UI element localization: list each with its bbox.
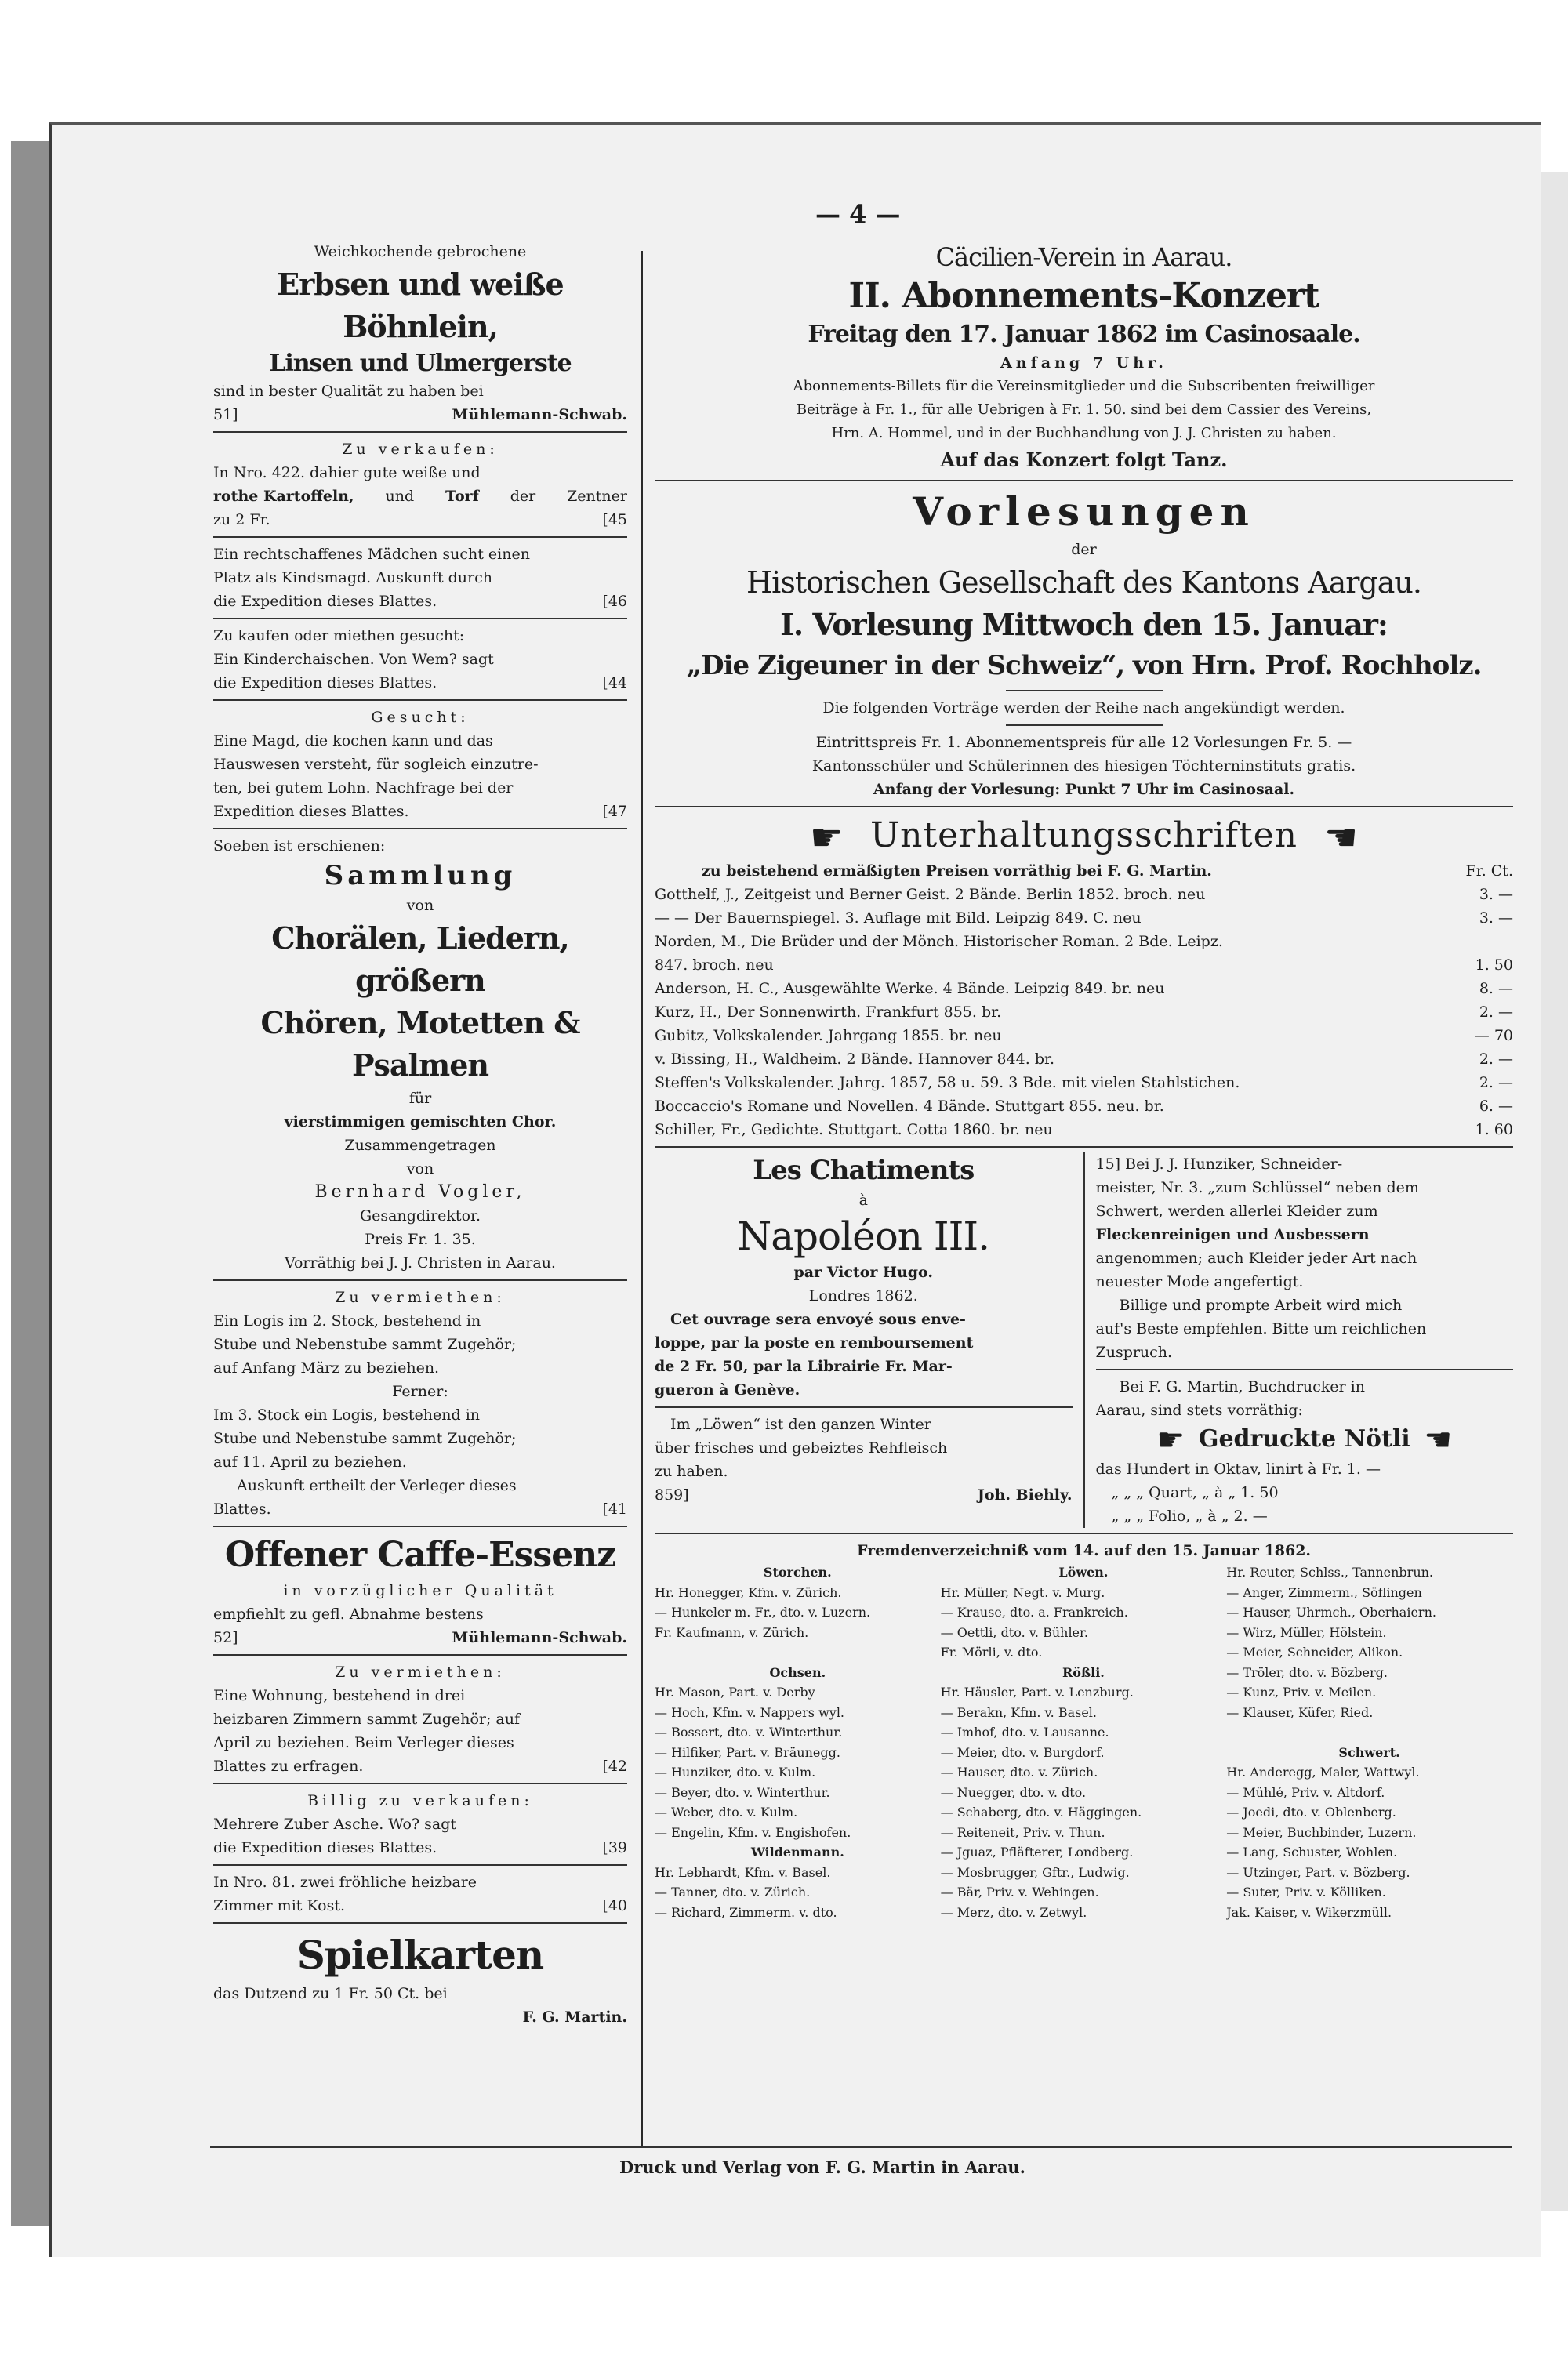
ad-text: rothe Kartoffeln, — [213, 488, 354, 505]
imprint: Druck und Verlag von F. G. Martin in Aarau. — [619, 2157, 1025, 2177]
guest-entry: — Kunz, Priv. v. Meilen. — [1226, 1685, 1377, 1700]
ad-text: die Expedition dieses Blattes. — [213, 1839, 437, 1856]
guest-entry: — Anger, Zimmerm., Söflingen — [1226, 1584, 1422, 1600]
ad-subtitle: zu beistehend ermäßigten Preisen vorräthig bei F. G. Martin. — [702, 862, 1212, 880]
book-price: — 70 — [1474, 1027, 1513, 1044]
ad-zu-verkaufen — [213, 437, 627, 532]
guest-entry: — Meier, Buchbinder, Luzern. — [1226, 1824, 1417, 1840]
ad-caffe-essenz — [213, 1532, 627, 1649]
ad-title: Chorälen, Liedern, größern — [271, 920, 569, 998]
book-row — [655, 1047, 1513, 1071]
ad-text: Bei F. G. Martin, Buchdrucker in — [1119, 1378, 1365, 1395]
hotel-heading: Rößli. — [1062, 1664, 1105, 1680]
ad-text: das Dutzend zu 1 Fr. 50 Ct. bei — [213, 1985, 448, 2002]
divider — [213, 431, 627, 433]
ad-number: [41 — [602, 1500, 627, 1518]
ad-text: Fleckenreinigen und Ausbessern — [1095, 1226, 1370, 1243]
ad-kinderchaischen — [213, 624, 627, 695]
ad-sammlung — [213, 834, 627, 1275]
ad-text: zu 2 Fr. — [213, 511, 270, 528]
ad-text: „ „ „ Folio, „ à „ 2. — — [1111, 1508, 1268, 1525]
guest-entry: — Meier, dto. v. Burgdorf. — [940, 1744, 1105, 1760]
column-divider — [641, 251, 643, 2148]
footer-rule — [210, 2146, 1512, 2148]
guest-entry: — Joedi, dto. v. Oblenberg. — [1226, 1805, 1396, 1820]
ad-text: von — [406, 1160, 434, 1178]
guest-entry: Fr. Kaufmann, v. Zürich. — [655, 1624, 809, 1640]
guest-entry: Hr. Müller, Negt. v. Murg. — [940, 1584, 1105, 1600]
ad-text: In Nro. 422. dahier gute weiße und — [213, 464, 481, 481]
book-price: 8. — — [1479, 980, 1513, 997]
ad-text: Eine Magd, die kochen kann und das — [213, 732, 493, 749]
guest-entry: — Hilfiker, Part. v. Bräunegg. — [655, 1744, 840, 1760]
divider — [655, 806, 1513, 807]
ad-text: Beiträge à Fr. 1., für alle Uebrigen à Fr. 1. 50. sind bei dem Cassier des Vereins, — [796, 401, 1372, 418]
ad-erbsen — [213, 240, 627, 426]
guest-entry: — Utzinger, Part. v. Bözberg. — [1226, 1864, 1410, 1880]
ad-text: Ferner: — [392, 1383, 448, 1400]
guest-column-2 — [941, 1562, 1227, 1922]
ad-text: Eine Wohnung, bestehend in drei — [213, 1687, 466, 1704]
ad-text: April zu beziehen. Beim Verleger dieses — [213, 1734, 514, 1751]
right-sub-column — [1085, 1152, 1514, 1528]
ad-lead: Weichkochende gebrochene — [314, 243, 527, 260]
guest-entry: Hr. Honegger, Kfm. v. Zürich. — [655, 1584, 842, 1600]
book-price-list — [655, 883, 1513, 1141]
ad-subtitle: I. Vorlesung Mittwoch den 15. Januar: — [780, 607, 1388, 642]
ad-logis — [213, 1286, 627, 1521]
book-price: 6. — — [1479, 1098, 1513, 1115]
guest-entry: — Nuegger, dto. v. dto. — [940, 1784, 1087, 1800]
ad-text: Anfang der Vorlesung: Punkt 7 Uhr im Casinosaal. — [873, 781, 1295, 798]
ad-text: 15] Bei J. J. Hunziker, Schneider- — [1095, 1156, 1343, 1173]
ad-text: Ein Logis im 2. Stock, bestehend in — [213, 1312, 481, 1330]
ad-title: Gedruckte Nötli — [1198, 1425, 1410, 1453]
pointing-hand-right-icon: ☛ — [810, 815, 844, 860]
two-column-ads — [655, 1152, 1513, 1528]
divider — [213, 699, 627, 701]
ad-heading: Zu vermiethen: — [335, 1664, 506, 1681]
ad-text: Zimmer mit Kost. — [213, 1897, 345, 1914]
hotel-heading: Ochsen. — [769, 1664, 826, 1680]
ad-number: 52] — [213, 1629, 238, 1646]
guest-entry: — Krause, dto. a. Frankreich. — [940, 1605, 1128, 1620]
guest-entry: — Mosbrugger, Gftr., Ludwig. — [940, 1864, 1130, 1880]
ad-number: 859] — [655, 1486, 689, 1504]
guest-entry: — Mühlé, Priv. v. Altdorf. — [1226, 1784, 1385, 1800]
ad-lead: Soeben ist erschienen: — [213, 837, 386, 855]
guest-column-3 — [1226, 1562, 1512, 1922]
ad-text: die Expedition dieses Blattes. — [213, 674, 437, 691]
divider — [655, 1146, 1513, 1148]
ad-text: und — [385, 488, 415, 505]
guest-entry: Hr. Häusler, Part. v. Lenzburg. — [940, 1685, 1134, 1700]
ad-title: Les Chatiments — [753, 1155, 975, 1186]
guest-entry: — Hunkeler m. Fr., dto. v. Luzern. — [655, 1605, 871, 1620]
short-divider — [1006, 690, 1163, 691]
guest-entry: — Tröler, dto. v. Bözberg. — [1226, 1664, 1388, 1680]
ad-text: angenommen; auch Kleider jeder Art nach — [1095, 1250, 1417, 1267]
ad-text: Torf — [445, 488, 479, 505]
ad-number: [42 — [602, 1758, 627, 1775]
ad-text: sind in bester Qualität zu haben bei — [213, 383, 484, 400]
guest-entry: — Jguaz, Pfläfterer, Londberg. — [940, 1845, 1134, 1860]
ad-text: In Nro. 81. zwei fröhliche heizbare — [213, 1874, 477, 1891]
book-title: Norden, M., Die Brüder und der Mönch. Historischer Roman. 2 Bde. Leipz. — [655, 933, 1223, 950]
ad-text: loppe, par la poste en remboursement — [655, 1334, 974, 1352]
guest-entry: — Richard, Zimmerm. v. dto. — [655, 1904, 837, 1920]
ad-chatiments — [655, 1152, 1073, 1402]
ad-text: Zentner — [567, 488, 627, 505]
ad-title: Fremdenverzeichniß vom 14. auf den 15. Januar 1862. — [856, 1542, 1312, 1559]
ad-text: der — [510, 488, 536, 505]
ad-text: auf Anfang März zu beziehen. — [213, 1359, 440, 1377]
book-spine — [11, 141, 52, 2226]
book-title: Schiller, Fr., Gedichte. Stuttgart. Cotta 1860. br. neu — [655, 1121, 1053, 1138]
ad-number: [46 — [602, 593, 627, 610]
divider — [213, 1783, 627, 1784]
book-row — [655, 977, 1513, 1000]
ad-text: Ein Kinderchaischen. Von Wem? sagt — [213, 651, 494, 668]
guest-entry: — Wirz, Müller, Hölstein. — [1226, 1624, 1387, 1640]
ad-noetli — [1096, 1375, 1514, 1528]
book-title: 847. broch. neu — [655, 956, 774, 974]
pointing-hand-left-icon: ☚ — [1424, 1422, 1453, 1458]
currency-header: Fr. Ct. — [1465, 862, 1513, 880]
ad-wohnung — [213, 1660, 627, 1778]
ad-seller: Joh. Biehly. — [977, 1486, 1073, 1504]
hotel-heading: Wildenmann. — [750, 1845, 844, 1860]
book-row — [655, 883, 1513, 906]
ad-heading: Zu vermiethen: — [335, 1289, 506, 1306]
short-divider — [1006, 724, 1163, 726]
ad-text: Mehrere Zuber Asche. Wo? sagt — [213, 1816, 457, 1833]
divider — [655, 1406, 1073, 1408]
hotel-heading: Schwert. — [1338, 1744, 1400, 1760]
book-price: 3. — — [1479, 909, 1513, 927]
ad-loewen — [655, 1413, 1073, 1507]
book-title: — — Der Bauernspiegel. 3. Auflage mit Bild. Leipzig 849. C. neu — [655, 909, 1142, 927]
hotel-heading: Löwen. — [1058, 1565, 1109, 1580]
left-sub-column — [655, 1152, 1085, 1528]
guest-entry: — Meier, Schneider, Alikon. — [1226, 1645, 1403, 1660]
ad-text: Anfang 7 Uhr. — [1000, 354, 1167, 372]
ad-text: auf's Beste empfehlen. Bitte um reichlichen — [1095, 1320, 1427, 1337]
guest-entry: Jak. Kaiser, v. Wikerzmüll. — [1226, 1904, 1392, 1920]
ad-subtitle: Linsen und Ulmergerste — [269, 350, 572, 377]
ad-text: Billige und prompte Arbeit wird mich — [1119, 1297, 1403, 1314]
ad-text: Kantonsschüler und Schülerinnen des hiesigen Töchterninstituts gratis. — [811, 757, 1356, 775]
book-price: 2. — — [1479, 1050, 1513, 1068]
divider — [213, 828, 627, 829]
ad-title: Sammlung — [324, 860, 517, 891]
ad-text: für — [408, 1090, 432, 1107]
ad-text: Eintrittspreis Fr. 1. Abonnementspreis für alle 12 Vorlesungen Fr. 5. — — [815, 734, 1352, 751]
guest-entry: — Hunziker, dto. v. Kulm. — [655, 1765, 816, 1780]
right-column — [655, 240, 1513, 1922]
ad-price: Preis Fr. 1. 35. — [365, 1231, 476, 1248]
divider — [655, 480, 1513, 481]
ad-text: Platz als Kindsmagd. Auskunft durch — [213, 569, 492, 586]
ad-text: auf 11. April zu beziehen. — [213, 1453, 407, 1471]
ad-subtitle: Freitag den 17. Januar 1862 im Casinosaale. — [808, 321, 1360, 348]
divider — [1096, 1369, 1514, 1370]
ad-seller: F. G. Martin. — [522, 2008, 627, 2026]
book-title: Kurz, H., Der Sonnenwirth. Frankfurt 855. br. — [655, 1003, 1002, 1021]
guest-entry: — Hauser, Uhrmch., Oberhaiern. — [1226, 1605, 1436, 1620]
ad-books — [655, 812, 1513, 1141]
ad-title: Vorlesungen — [913, 488, 1255, 535]
book-row — [655, 1094, 1513, 1118]
page-number: — 4 — — [815, 199, 901, 229]
ad-text: Cet ouvrage sera envoyé sous enve- — [670, 1311, 966, 1328]
ad-seller: Mühlemann-Schwab. — [452, 406, 627, 423]
divider — [213, 1279, 627, 1281]
ad-text: ten, bei gutem Lohn. Nachfrage bei der — [213, 779, 514, 796]
book-row — [655, 906, 1513, 930]
ad-text: empfiehlt zu gefl. Abnahme bestens — [213, 1606, 484, 1623]
ad-text: in vorzüglicher Qualität — [283, 1582, 557, 1599]
ad-text: Vorräthig bei J. J. Christen in Aarau. — [285, 1254, 556, 1272]
ad-text: die Expedition dieses Blattes. — [213, 593, 437, 610]
ad-text: meister, Nr. 3. „zum Schlüssel“ neben dem — [1095, 1179, 1419, 1196]
ad-title: Unterhaltungsschriften — [870, 815, 1298, 855]
fremdenverzeichnis — [655, 1539, 1513, 1922]
book-title: v. Bissing, H., Waldheim. 2 Bände. Hannover 844. br. — [655, 1050, 1055, 1068]
ad-text: Blattes. — [213, 1500, 271, 1518]
guest-entry: — Reiteneit, Priv. v. Thun. — [940, 1824, 1105, 1840]
ad-heading: Billig zu verkaufen: — [307, 1792, 533, 1809]
ad-heading: Zu kaufen oder miethen gesucht: — [213, 627, 465, 644]
divider — [213, 1526, 627, 1527]
ad-text: Hrn. A. Hommel, und in der Buchhandlung von J. J. Christen zu haben. — [831, 425, 1337, 441]
guest-entry: — Hoch, Kfm. v. Nappers wyl. — [655, 1704, 845, 1720]
book-title: Gubitz, Volkskalender. Jahrgang 1855. br. neu — [655, 1027, 1002, 1044]
ad-author: Bernhard Vogler, — [314, 1182, 526, 1202]
book-title: Anderson, H. C., Ausgewählte Werke. 4 Bände. Leipzig 849. br. neu — [655, 980, 1165, 997]
guest-entry: Hr. Lebhardt, Kfm. v. Basel. — [655, 1864, 831, 1880]
guest-entry: — Merz, dto. v. Zetwyl. — [940, 1904, 1087, 1920]
book-price: 1. 60 — [1475, 1121, 1513, 1138]
ad-heading: Zu verkaufen: — [342, 441, 499, 458]
book-price: 1. 50 — [1475, 956, 1513, 974]
guest-entry: — Oettli, dto. v. Bühler. — [940, 1624, 1088, 1640]
ad-text: „ „ „ Quart, „ à „ 1. 50 — [1111, 1484, 1279, 1501]
book-title: Boccaccio's Romane und Novellen. 4 Bände. Stuttgart 855. neu. br. — [655, 1098, 1164, 1115]
ad-text: à — [858, 1192, 868, 1209]
book-price: 3. — — [1479, 886, 1513, 903]
ad-hunziker — [1096, 1152, 1514, 1364]
ad-text: de 2 Fr. 50, par la Librairie Fr. Mar- — [655, 1358, 953, 1375]
guest-entry: Hr. Anderegg, Maler, Wattwyl. — [1226, 1765, 1420, 1780]
ad-text: Zusammengetragen — [344, 1137, 496, 1154]
ad-title: Chören, Motetten & Psalmen — [260, 1005, 580, 1083]
ad-text: Stube und Nebenstube sammt Zugehör; — [213, 1430, 517, 1447]
divider — [213, 618, 627, 619]
book-row — [655, 930, 1513, 953]
ad-kindsmagd — [213, 542, 627, 613]
ad-lectures — [655, 486, 1513, 801]
ad-text: Zuspruch. — [1095, 1344, 1173, 1361]
divider — [655, 1533, 1513, 1534]
book-row — [655, 1071, 1513, 1094]
divider — [213, 1922, 627, 1924]
guest-entry: — Suter, Priv. v. Kölliken. — [1226, 1885, 1386, 1900]
guest-entry: Hr. Mason, Part. v. Derby — [655, 1685, 815, 1700]
ad-title: Erbsen und weiße Böhnlein, — [277, 267, 564, 344]
divider — [213, 536, 627, 538]
ad-text: der — [1071, 541, 1097, 558]
ad-text: Expedition dieses Blattes. — [213, 803, 409, 820]
book-row — [655, 1118, 1513, 1141]
ad-number: [39 — [602, 1839, 627, 1856]
guest-entry: — Berakn, Kfm. v. Basel. — [940, 1704, 1098, 1720]
book-row — [655, 1024, 1513, 1047]
book-price — [1457, 930, 1513, 953]
ad-lead: Cäcilien-Verein in Aarau. — [935, 242, 1232, 272]
ad-concert — [655, 240, 1513, 475]
ad-text: Blattes zu erfragen. — [213, 1758, 364, 1775]
hotel-heading: Storchen. — [763, 1565, 832, 1580]
left-column — [213, 240, 627, 2029]
ad-subtitle: „Die Zigeuner in der Schweiz“, von Hrn. Prof. Rochholz. — [686, 650, 1482, 681]
book-price: 2. — — [1479, 1074, 1513, 1091]
guest-list — [655, 1562, 1513, 1922]
book-title: Gotthelf, J., Zeitgeist und Berner Geist. 2 Bände. Berlin 1852. broch. neu — [655, 886, 1206, 903]
ad-text: Gesangdirektor. — [359, 1207, 481, 1225]
ad-title: Spielkarten — [296, 1932, 544, 1978]
ad-text: Abonnements-Billets für die Vereinsmitglieder und die Subscribenten freiwilliger — [793, 378, 1375, 394]
ad-title: Offener Caffe-Essenz — [224, 1535, 616, 1575]
ad-text: Londres 1862. — [808, 1287, 918, 1305]
ad-text: das Hundert in Oktav, linirt à Fr. 1. — — [1095, 1461, 1381, 1478]
ad-text: von — [406, 897, 434, 914]
ad-number: 51] — [213, 406, 238, 423]
ad-zimmer — [213, 1871, 627, 1918]
guest-column-1 — [655, 1562, 941, 1922]
ad-spielkarten — [213, 1929, 627, 2029]
ad-text: gueron à Genève. — [655, 1381, 800, 1399]
ad-text: Schwert, werden allerlei Kleider zum — [1095, 1203, 1378, 1220]
ad-text: über frisches und gebeiztes Rehfleisch — [655, 1439, 948, 1457]
ad-subtitle: vierstimmigen gemischten Chor. — [284, 1113, 557, 1130]
guest-entry: — Klauser, Küfer, Ried. — [1226, 1704, 1374, 1720]
guest-entry: — Lang, Schuster, Wohlen. — [1226, 1845, 1398, 1860]
ad-text: par Victor Hugo. — [793, 1264, 933, 1281]
guest-entry: — Imhof, dto. v. Lausanne. — [940, 1725, 1109, 1740]
guest-entry — [1226, 1722, 1512, 1743]
guest-entry: — Beyer, dto. v. Winterthur. — [655, 1784, 830, 1800]
ad-text: Hauswesen versteht, für sogleich einzutre- — [213, 756, 539, 773]
ad-title: II. Abonnements-Konzert — [848, 276, 1319, 316]
ad-number: [45 — [602, 511, 627, 528]
guest-entry: — Bossert, dto. v. Winterthur. — [655, 1725, 843, 1740]
divider — [213, 1864, 627, 1866]
ad-text: Auskunft ertheilt der Verleger dieses — [237, 1477, 517, 1494]
book-title: Steffen's Volkskalender. Jahrg. 1857, 58 u. 59. 3 Bde. mit vielen Stahlstichen. — [655, 1074, 1240, 1091]
pointing-hand-left-icon: ☚ — [1323, 815, 1358, 860]
book-row — [655, 953, 1513, 977]
next-page-edge — [1538, 172, 1568, 2211]
ad-title: Napoléon III. — [737, 1214, 990, 1259]
guest-entry: Hr. Reuter, Schlss., Tannenbrun. — [1226, 1565, 1434, 1580]
ad-text: Aarau, sind stets vorräthig: — [1095, 1402, 1303, 1419]
ad-asche — [213, 1789, 627, 1860]
ad-subtitle: Historischen Gesellschaft des Kantons Aargau. — [746, 565, 1421, 600]
guest-entry: — Engelin, Kfm. v. Engishofen. — [655, 1824, 851, 1840]
guest-entry: — Schaberg, dto. v. Häggingen. — [940, 1805, 1142, 1820]
ad-magd-gesucht — [213, 706, 627, 823]
guest-entry — [655, 1642, 941, 1663]
ad-text: neuester Mode angefertigt. — [1095, 1273, 1304, 1290]
divider — [213, 1654, 627, 1656]
ad-text: Im „Löwen“ ist den ganzen Winter — [670, 1416, 931, 1433]
guest-entry: — Hauser, dto. v. Zürich. — [940, 1765, 1098, 1780]
ad-text: zu haben. — [655, 1463, 728, 1480]
ad-text: Die folgenden Vorträge werden der Reihe nach angekündigt werden. — [822, 699, 1345, 717]
ad-text: heizbaren Zimmern sammt Zugehör; auf — [213, 1711, 521, 1728]
ad-seller: Mühlemann-Schwab. — [452, 1629, 627, 1646]
book-price: 2. — — [1479, 1003, 1513, 1021]
pointing-hand-right-icon: ☛ — [1156, 1422, 1185, 1458]
guest-entry: — Tanner, dto. v. Zürich. — [655, 1885, 811, 1900]
ad-heading: Gesucht: — [371, 709, 470, 726]
ad-number: [44 — [602, 674, 627, 691]
ad-number: [40 — [602, 1897, 627, 1914]
ad-number: [47 — [602, 803, 627, 820]
guest-entry: Fr. Mörli, v. dto. — [940, 1645, 1043, 1660]
ad-text: Auf das Konzert folgt Tanz. — [940, 448, 1228, 471]
ad-text: Im 3. Stock ein Logis, bestehend in — [213, 1406, 481, 1424]
guest-entry: — Bär, Priv. v. Wehingen. — [940, 1885, 1099, 1900]
ad-text: Ein rechtschaffenes Mädchen sucht einen — [213, 546, 530, 563]
ad-text: Stube und Nebenstube sammt Zugehör; — [213, 1336, 517, 1353]
guest-entry: — Weber, dto. v. Kulm. — [655, 1805, 798, 1820]
book-row — [655, 1000, 1513, 1024]
